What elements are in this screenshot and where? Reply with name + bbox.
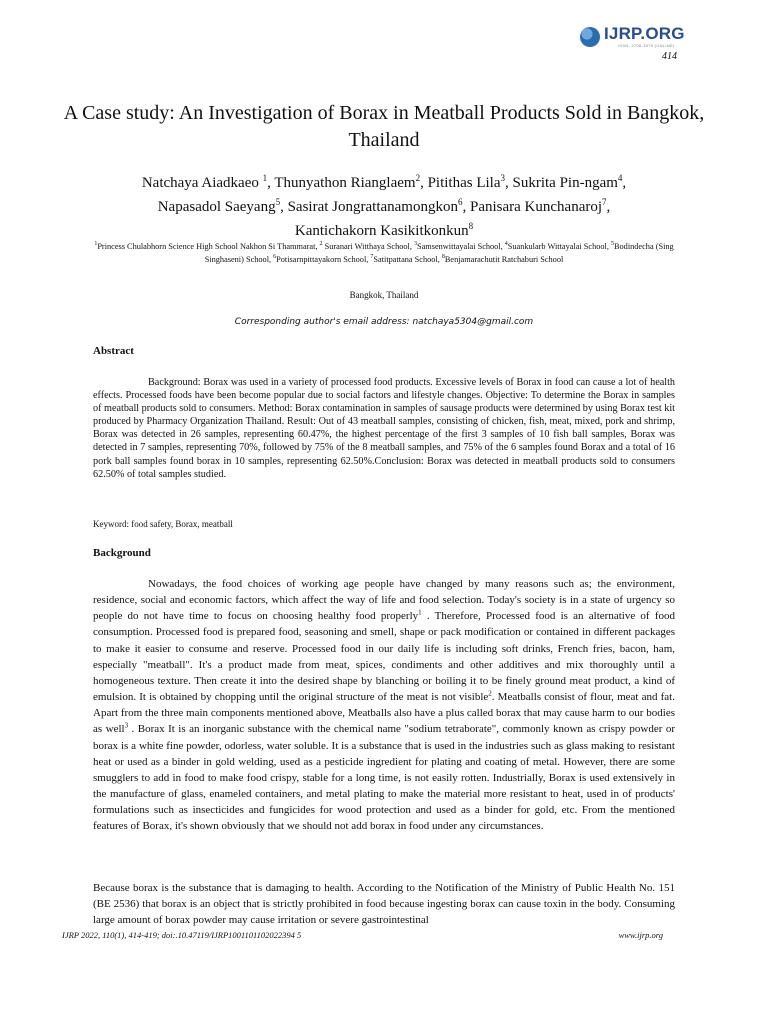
author-name: Thunyathon Rianglaem (274, 175, 416, 191)
ref-1: 1 (418, 608, 422, 617)
ref-3: 3 (124, 721, 129, 730)
author-list (120, 169, 648, 241)
corresponding-email: Corresponding author's email address: natchaya5304@gmail.com (234, 317, 534, 327)
author-affiliation-mark: 7 (602, 197, 607, 207)
ref-2: 2 (488, 689, 492, 698)
affiliation-mark: 6 (273, 254, 277, 261)
author-separator: , (267, 175, 275, 191)
author-affiliation-mark: 2 (415, 173, 421, 183)
paper-title: A Case study: An Investigation of Borax in Meatball Products Sold in Bangkok, Thailand (63, 102, 705, 151)
author-name: Pitithas Lila (427, 175, 501, 191)
author-affiliation-mark: 1 (262, 173, 268, 183)
author-name: Kantichakorn Kasikitkonkun (294, 223, 469, 239)
logo-tagline: ISSN: 2708-3578 (ONLINE) (618, 43, 675, 48)
affiliation-text: Samsenwittayalai School, (416, 241, 505, 251)
city: Bangkok, Thailand (349, 290, 419, 300)
background-paragraph-1 (93, 576, 675, 835)
author-separator: , (504, 175, 513, 191)
affiliation-mark: 5 (611, 241, 614, 247)
author-name: Sukrita Pin-ngam (512, 175, 618, 191)
p1-part-c: . Meatballs consist of flour, meat and fat. Apart from the three main components mentioned above, Meatballs also have a plus called borax that may cause harm to our bodies as well (93, 691, 675, 736)
affiliation-text: Suranari Witthaya School, (322, 241, 414, 251)
author-affiliation-mark: 8 (468, 221, 474, 231)
author-name: Natchaya Aiadkaeo (141, 175, 263, 191)
affiliation-mark: 4 (504, 241, 508, 247)
footer-citation: IJRP 2022, 110(1), 414-419; doi:.10.47119/IJRP1001101102022394 5 (62, 930, 302, 940)
globe-icon (580, 27, 600, 47)
author-affiliation-mark: 3 (500, 173, 505, 183)
p1-part-d: . Borax It is an inorganic substance with the chemical name "sodium tetraborate", commonly known as crispy powder or borax is a white fine powder, odorless, water soluble. It is a substance that is used in the industries such as glass making to resistant heat or used as a binder in gold welding, used as a pesticide ingredient for plating and coating of metal. However, there are some smugglers to add in food to make food crispy, stable for a long time, is not easily rotten. Industrially, Borax is used extensively in the manufacture of glass, enameled containers, and metal plating to make the material more resistant to heat, used in of products' formulations such as insecticides and fungicides for wood protection and used as a binder for gold, etc. From the mentioned features of Borax, it's shown obviously that we should not add borax in food under any circumstances. (93, 723, 675, 833)
affiliation-text: Bodindecha (Sing Singhaseni) School, (204, 241, 674, 265)
logo-text: IJRP.ORG (604, 24, 685, 43)
p1-part-a: Nowadays, the food choices of working age people have changed by many reasons such as; the environment, residence, social and economic factors, which affect the way of life and food selection. Today's society is in a state of urgency so people do not have time to focus on choosing healthy food properly (93, 578, 675, 623)
journal-logo (580, 24, 690, 52)
author-affiliation-mark: 5 (275, 197, 281, 207)
affiliation-mark: 7 (370, 254, 374, 261)
affiliation-text: Princess Chulabhorn Science High School Nakhon Si Thammarat, (97, 241, 320, 251)
author-separator: , (420, 175, 428, 191)
abstract-heading: Abstract (93, 345, 134, 357)
author-name: Sasirat Jongrattanamongkon (287, 199, 458, 215)
affiliations (92, 239, 676, 266)
affiliation-text: Satitpattana School, (373, 255, 442, 265)
author-separator: , (622, 175, 627, 191)
affiliation-mark: 3 (413, 241, 417, 247)
keywords: Keyword: food safety, Borax, meatball (93, 519, 233, 529)
footer-website: www.ijrp.org (618, 930, 663, 940)
affiliation-mark: 2 (319, 241, 323, 247)
author-affiliation-mark: 4 (617, 173, 623, 183)
author-name: Panisara Kunchanaroj (469, 199, 603, 215)
p1-part-b: . Therefore, Processed food is an alternative of food consumption. Processed food is prepared food, seasoning and smell, shape or pack modification or contained in different packages to make it easier to consume and reserve. Processed food in our daily life is including soft drinks, French fries, bacon, ham, especially "meatball". It's a product made from meat, spices, condiments and other additives and mix thoroughly until a homogeneous texture. Then create it into the desired shape by blanching or boiling it to be finely ground meat product, a kind of emulsion. It is obtained by chopping until the original structure of the meat is not visible (93, 610, 675, 704)
affiliation-text: Benjamarachutit Ratchaburi School (444, 255, 564, 265)
author-separator: , (606, 199, 611, 215)
author-name: Napasadol Saeyang (157, 199, 276, 215)
abstract-text: Background: Borax was used in a variety of processed food products. Excessive levels of Borax in food can cause a lot of health effects. Processed foods have been become popular due to social factors and lifestyle changes. Objective: To determine the Borax in samples of meatball products sold to consumers. Method: Borax contamination in samples of sausage products were determined by using Borax test kit produced by Pharmacy Organization Thailand. Result: Out of 43 meatball samples, consisting of chicken, fish, meat, mixed, pork and shrimp, Borax was detected in 26 samples, representing 60.47%, the highest percentage of the first 3 samples of 10 fish ball samples, Borax was detected in 7 samples, representing 70%, followed by 75% of the 8 meatball samples, and 75% of the 6 samples found Borax and a total of 16 pork ball samples found borax in 10 samples, representing 62.50%.Conclusion: Borax was detected in meatball products sold to consumers 62.50% of total samples studied. (93, 377, 675, 480)
affiliation-mark: 1 (94, 241, 98, 247)
author-affiliation-mark: 6 (457, 197, 463, 207)
author-separator: , (280, 199, 288, 215)
affiliation-text: Suankularb Wittayalai School, (507, 241, 611, 251)
author-separator: , (462, 199, 470, 215)
background-heading: Background (93, 547, 151, 559)
background-paragraph-2: Because borax is the substance that is damaging to health. According to the Notification of the Ministry of Public Health No. 151 (BE 2536) that borax is an object that is strictly prohibited in food because ingesting borax can cause toxin in the body. Consuming large amount of borax powder may cause irritation or severe gastrointestinal (93, 882, 675, 927)
affiliation-text: Potisarnpittayakorn School, (276, 255, 371, 265)
affiliation-mark: 8 (441, 254, 445, 261)
page-number: 414 (662, 51, 677, 62)
